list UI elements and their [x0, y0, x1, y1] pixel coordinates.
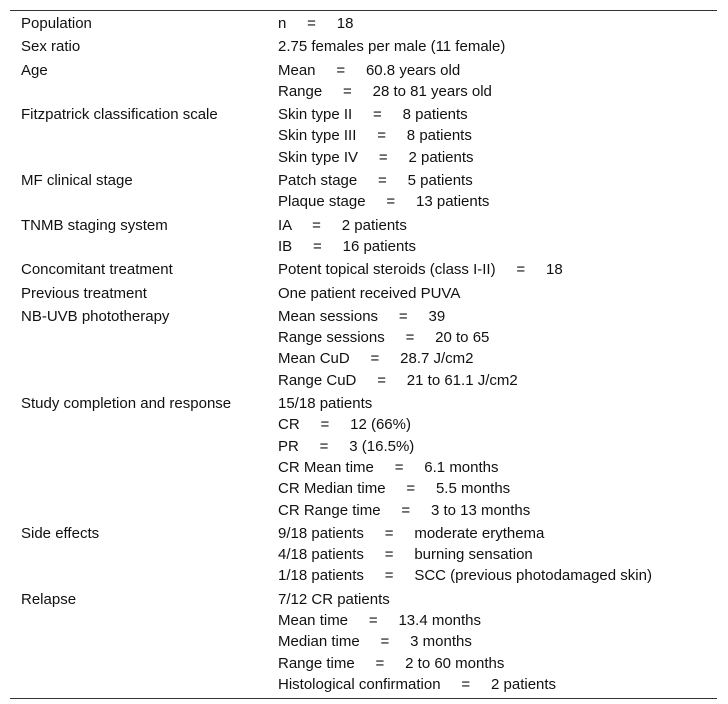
row-value-line: Range = 28 to 81 years old: [278, 82, 492, 100]
row-values: [278, 306, 717, 391]
row-label: Population: [21, 15, 92, 32]
row-value-line: Plaque stage = 13 patients: [278, 193, 490, 211]
row-value-line: Mean CuD = 28.7 J/cm2: [278, 350, 474, 368]
table-row: [10, 589, 717, 695]
row-label: Sex ratio: [21, 38, 81, 56]
row-value-line: 4/18 patients = burning sensation: [278, 546, 533, 564]
row-values: [278, 13, 717, 34]
row-values: [278, 589, 717, 695]
row-value-line: Mean sessions = 39: [278, 307, 446, 325]
table-row: [10, 36, 717, 57]
row-label: Relapse: [21, 590, 77, 608]
row-values: [278, 170, 717, 213]
patient-characteristics-table: [10, 10, 717, 699]
row-value-line: Histological confirmation = 2 patients: [278, 675, 557, 693]
row-label: Study completion and response: [21, 395, 232, 413]
row-value-line: Mean = 60.8 years old: [278, 61, 461, 79]
row-value-line: n = 18: [278, 15, 354, 32]
row-value-line: Potent topical steroids (class I-II) = 18: [278, 261, 563, 279]
row-value-line: Range sessions = 20 to 65: [278, 329, 490, 347]
row-value-line: CR Mean time = 6.1 months: [278, 458, 499, 476]
row-label: Concomitant treatment: [21, 261, 173, 279]
row-value-line: Skin type III = 8 patients: [278, 127, 472, 145]
row-values: [278, 215, 717, 258]
row-value-line: Median time = 3 months: [278, 633, 472, 651]
row-value-line: CR Range time = 3 to 13 months: [278, 501, 531, 519]
row-value-line: 9/18 patients = moderate erythema: [278, 524, 545, 542]
row-values: [278, 283, 717, 304]
row-value-line: IA = 2 patients: [278, 216, 407, 234]
row-values: [278, 393, 717, 521]
row-values: [278, 36, 717, 57]
table-body: [10, 13, 717, 695]
row-label: Age: [21, 61, 48, 79]
row-value-line: Mean time = 13.4 months: [278, 612, 482, 630]
row-values: [278, 523, 717, 587]
row-values: [278, 60, 717, 103]
row-label: Fitzpatrick classification scale: [21, 106, 218, 124]
table-row: [10, 523, 717, 587]
row-value-line: 7/12 CR patients: [278, 590, 390, 608]
row-value-line: IB = 16 patients: [278, 237, 416, 255]
row-label: MF clinical stage: [21, 172, 133, 190]
table-row: [10, 104, 717, 168]
row-label: TNMB staging system: [21, 216, 168, 234]
row-value-line: Range CuD = 21 to 61.1 J/cm2: [278, 371, 518, 389]
table-row: [10, 306, 717, 391]
row-label: NB-UVB phototherapy: [21, 307, 170, 325]
table-row: [10, 283, 717, 304]
table-row: [10, 215, 717, 258]
row-label: Side effects: [21, 524, 100, 542]
row-value-line: 1/18 patients = SCC (previous photodamaged skin): [278, 567, 652, 585]
row-values: [278, 104, 717, 168]
row-value-line: PR = 3 (16.5%): [278, 437, 415, 455]
table-row: [10, 259, 717, 280]
row-values: [278, 259, 717, 280]
table-row: [10, 60, 717, 103]
row-value-line: 15/18 patients: [278, 395, 373, 413]
row-value-line: One patient received PUVA: [278, 284, 461, 302]
row-value-line: CR = 12 (66%): [278, 416, 411, 434]
table-row: [10, 170, 717, 213]
row-value-line: Skin type II = 8 patients: [278, 106, 468, 124]
row-value-line: Patch stage = 5 patients: [278, 172, 473, 190]
table-row: [10, 13, 717, 34]
table-row: [10, 393, 717, 521]
row-value-line: Range time = 2 to 60 months: [278, 654, 505, 672]
row-value-line: 2.75 females per male (11 female): [278, 38, 506, 56]
row-label: Previous treatment: [21, 284, 147, 302]
row-value-line: Skin type IV = 2 patients: [278, 148, 474, 166]
row-value-line: CR Median time = 5.5 months: [278, 480, 511, 498]
